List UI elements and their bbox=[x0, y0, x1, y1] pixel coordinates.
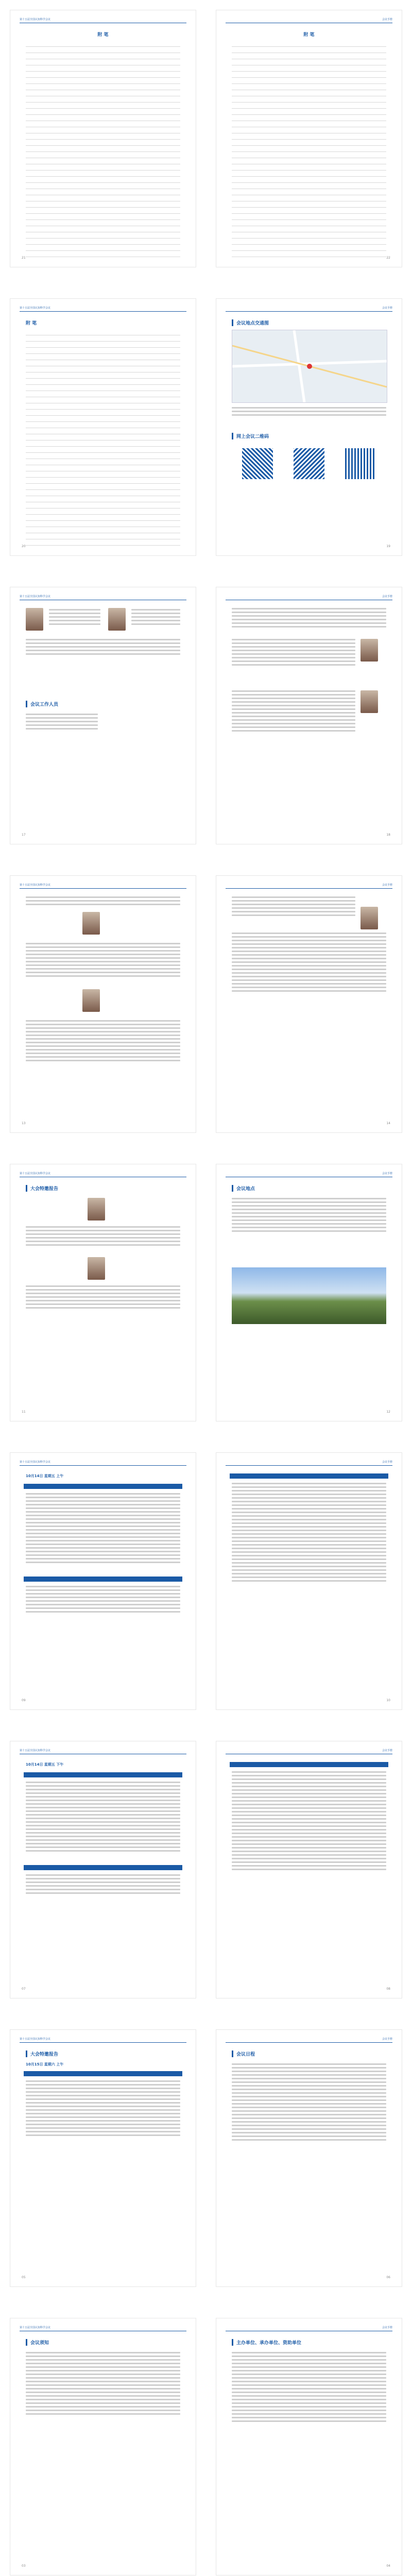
page-number: 06 bbox=[386, 2276, 390, 2279]
page-header: 会议手册 bbox=[226, 1460, 392, 1466]
page-header: 会议手册 bbox=[226, 883, 392, 889]
speaker-photo bbox=[88, 1198, 105, 1221]
notes-page-left bbox=[10, 10, 196, 267]
speakers-page bbox=[216, 876, 402, 1132]
invited-talks-page bbox=[10, 1164, 196, 1421]
speaker-photo bbox=[360, 690, 378, 713]
page-number: 07 bbox=[22, 1987, 26, 1991]
qr-code-icon bbox=[345, 448, 376, 479]
page-header: 会议手册 bbox=[226, 18, 392, 23]
section-title: 会议须知 bbox=[26, 2339, 49, 2346]
page-number: 03 bbox=[22, 2564, 26, 2568]
notes-page bbox=[10, 299, 196, 555]
qr-code-icon bbox=[242, 448, 273, 479]
schedule-page bbox=[216, 1453, 402, 1709]
page-number: 12 bbox=[386, 1410, 390, 1414]
schedule-page bbox=[10, 2030, 196, 2286]
qr-code-icon bbox=[294, 448, 324, 479]
page-number: 19 bbox=[386, 545, 390, 548]
page-number: 11 bbox=[22, 1410, 26, 1414]
notice-page bbox=[10, 2318, 196, 2575]
page-number: 22 bbox=[386, 256, 390, 260]
section-title: 主办单位、承办单位、资助单位 bbox=[232, 2339, 301, 2346]
page-header: 会议手册 bbox=[226, 2037, 392, 2043]
speakers-page bbox=[216, 587, 402, 844]
speaker-photo bbox=[82, 912, 100, 935]
section-title: 会议地点 bbox=[232, 1185, 255, 1192]
page-number: 17 bbox=[22, 833, 26, 837]
page-number: 13 bbox=[22, 1122, 26, 1125]
page-header: 第十五届全国认知科学会议 bbox=[20, 883, 186, 889]
page-header: 会议手册 bbox=[226, 595, 392, 600]
orgs-page bbox=[216, 2318, 402, 2575]
notes-title: 附 笔 bbox=[303, 32, 315, 38]
page-number: 10 bbox=[386, 1699, 390, 1702]
staff-page bbox=[10, 587, 196, 844]
venue-page bbox=[216, 1164, 402, 1421]
schedule-day-title: 10月15日 星期六 上午 bbox=[26, 2062, 64, 2066]
venue-photo bbox=[232, 1267, 386, 1324]
traffic-map bbox=[232, 330, 387, 403]
notice-page bbox=[216, 2030, 402, 2286]
note-lines bbox=[232, 46, 386, 263]
speaker-photo bbox=[82, 989, 100, 1012]
section-title: 会议地点交通图 bbox=[232, 319, 269, 326]
page-number: 18 bbox=[386, 833, 390, 837]
page-header: 会议手册 bbox=[226, 2326, 392, 2331]
schedule-day-title: 10月14日 星期五 下午 bbox=[26, 1762, 64, 1767]
note-lines bbox=[26, 335, 180, 551]
section-title: 大会特邀报告 bbox=[26, 1185, 58, 1192]
section-title: 会议工作人员 bbox=[26, 701, 58, 707]
page-number: 09 bbox=[22, 1699, 26, 1702]
speakers-page bbox=[10, 876, 196, 1132]
page-header: 会议手册 bbox=[226, 1172, 392, 1177]
schedule-page bbox=[10, 1741, 196, 1998]
section-title: 会议日程 bbox=[232, 2050, 255, 2057]
page-header: 会议手册 bbox=[226, 1749, 392, 1754]
speaker-photo bbox=[360, 907, 378, 929]
page-header: 第十五届全国认知科学会议 bbox=[20, 2037, 186, 2043]
page-number: 05 bbox=[22, 2276, 26, 2279]
page-header: 第十五届全国认知科学会议 bbox=[20, 595, 186, 600]
page-header: 第十五届全国认知科学会议 bbox=[20, 1749, 186, 1754]
speaker-photo bbox=[108, 608, 126, 631]
section-title: 网上会议二维码 bbox=[232, 433, 269, 439]
notes-page-right bbox=[216, 10, 402, 267]
page-header: 第十五届全国认知科学会议 bbox=[20, 2326, 186, 2331]
page-header: 会议手册 bbox=[226, 306, 392, 312]
schedule-page bbox=[10, 1453, 196, 1709]
page-number: 20 bbox=[22, 545, 26, 548]
notes-title: 附 笔 bbox=[26, 321, 37, 326]
page-number: 08 bbox=[386, 1987, 390, 1991]
map-icon bbox=[232, 330, 387, 402]
page-number: 14 bbox=[386, 1122, 390, 1125]
speaker-photo bbox=[360, 639, 378, 662]
notes-title: 附 笔 bbox=[97, 32, 109, 38]
page-number: 04 bbox=[386, 2564, 390, 2568]
speaker-photo bbox=[26, 608, 43, 631]
traffic-page bbox=[216, 299, 402, 555]
page-header: 第十五届全国认知科学会议 bbox=[20, 1172, 186, 1177]
page-header: 第十五届全国认知科学会议 bbox=[20, 306, 186, 312]
schedule-page bbox=[216, 1741, 402, 1998]
note-lines bbox=[26, 46, 180, 263]
speaker-photo bbox=[88, 1257, 105, 1280]
page-header: 第十五届全国认知科学会议 bbox=[20, 1460, 186, 1466]
page-header: 第十五届全国认知科学会议 bbox=[20, 18, 186, 23]
section-title: 大会特邀报告 bbox=[26, 2050, 58, 2057]
schedule-day-title: 10月14日 星期五 上午 bbox=[26, 1474, 64, 1478]
page-number: 21 bbox=[22, 256, 26, 260]
